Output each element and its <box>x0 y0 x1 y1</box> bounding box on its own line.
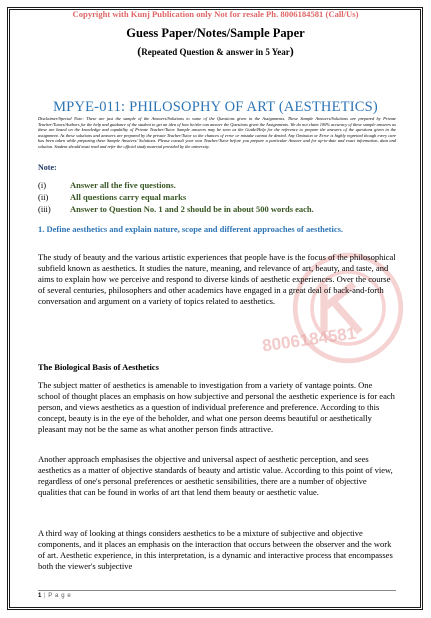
course-title: MPYE-011: PHILOSOPHY OF ART (AESTHETICS) <box>53 99 378 115</box>
copyright-line: Copyright with Kunj Publication only Not for resale Ph. 8006184581 (Call/Us) <box>72 9 359 19</box>
instruction-text: Answer all the five questions. <box>70 180 176 190</box>
page-label: P a g e <box>48 593 72 599</box>
note-label: Note: <box>38 163 57 172</box>
instruction-text: Answer to Question No. 1 and 2 should be in about 500 words each. <box>70 204 314 214</box>
body-paragraph-3: A third way of looking at things considers aesthetics to be a mixture of subjective and objective components, and it places an emphasis on the interaction that occurs between the observer and the work of art. Aesthetic experience, in this interpretation, is a dynamic and interactive process that encompasses both the viewer's subjective <box>38 528 393 572</box>
subtitle-text: Repeated Question & answer in 5 Year <box>141 47 290 57</box>
body-paragraph-1: The subject matter of aesthetics is amenable to investigation from a variety of vantage points. One school of thought places an emphasis on how subjective and personal the aesthetic experience is for each person, and views aesthetics as a question of individual preference and preference. According to this concept, beauty is in the eye of the beholder, and what one person deems beautiful or aesthetically pleasant may not be the same as what another person finds attractive. <box>38 380 395 435</box>
watermark-phone: 8006184581 <box>261 323 358 356</box>
question-heading: 1. Define aesthetics and explain nature, scope and different approaches of aesthetics. <box>38 224 344 234</box>
instruction-list <box>38 180 398 216</box>
section-heading: The Biological Basis of Aesthetics <box>38 362 159 372</box>
instruction-item <box>38 192 398 204</box>
instruction-item <box>38 204 398 216</box>
intro-paragraph: The study of beauty and the various artistic experiences that people have is the focus of the philosophical subfield known as aesthetics. It studies the nature, meaning, and relevance of art, beauty, and taste, and aims to explain how we perceive and respond to diverse kinds of aesthetic experiences. Over the course of several centuries, philosophers and other academics have engaged in a great deal of back-and-forth conversation and argument on a variety of topics related to aesthetics. <box>38 252 396 307</box>
page-number: 1 <box>38 593 42 599</box>
footer-separator: | <box>44 593 46 599</box>
page-subtitle: (Repeated Question & answer in 5 Year) <box>137 44 294 58</box>
instruction-number: (i) <box>38 180 47 190</box>
instruction-number: (iii) <box>38 204 51 214</box>
body-paragraph-2: Another approach emphasises the objective and universal aspect of aesthetic perception, and sees aesthetics as a matter of objective standards of beauty and artistic value. According to this point of view, regardless of one's personal preferences or aesthetic sensibilities, there are a number of objective qualities that can be found in works of art that lend them beauty or aesthetic value. <box>38 454 393 498</box>
disclaimer-note: Disclaimer/Special Note: These are just the sample of the Answers/Solutions to some of the Questions given in the Assignments. These Sample Answers/Solutions are prepared by Private Teacher/Tutors/Authors for the help and guidance of the student to get an idea of how he/she can answer the Questions given the Assignments. We do not claim 100% accuracy of these sample answers as these are based on the knowledge and capability of Private Teacher/Tutor. Sample answers may be seen as the Guide/Help for the reference to prepare the answers of the questions given in the assignment. As these solutions and answers are prepared by the private Teacher/Tutor so the chances of error or mistake cannot be denied. Any Omission or Error is highly regretted though every care has been taken while preparing these Sample Answers/ Solutions. Please consult your own Teacher/Tutor before you prepare a particular Answer and for up-to-date and exact information, data and solution. Student should must read and refer the official study material provided by the university. <box>38 116 396 149</box>
page-footer <box>38 590 396 599</box>
instruction-item <box>38 180 398 192</box>
page-title: Guess Paper/Notes/Sample Paper <box>126 26 305 40</box>
instruction-number: (ii) <box>38 192 49 202</box>
instruction-text: All questions carry equal marks <box>70 192 187 202</box>
